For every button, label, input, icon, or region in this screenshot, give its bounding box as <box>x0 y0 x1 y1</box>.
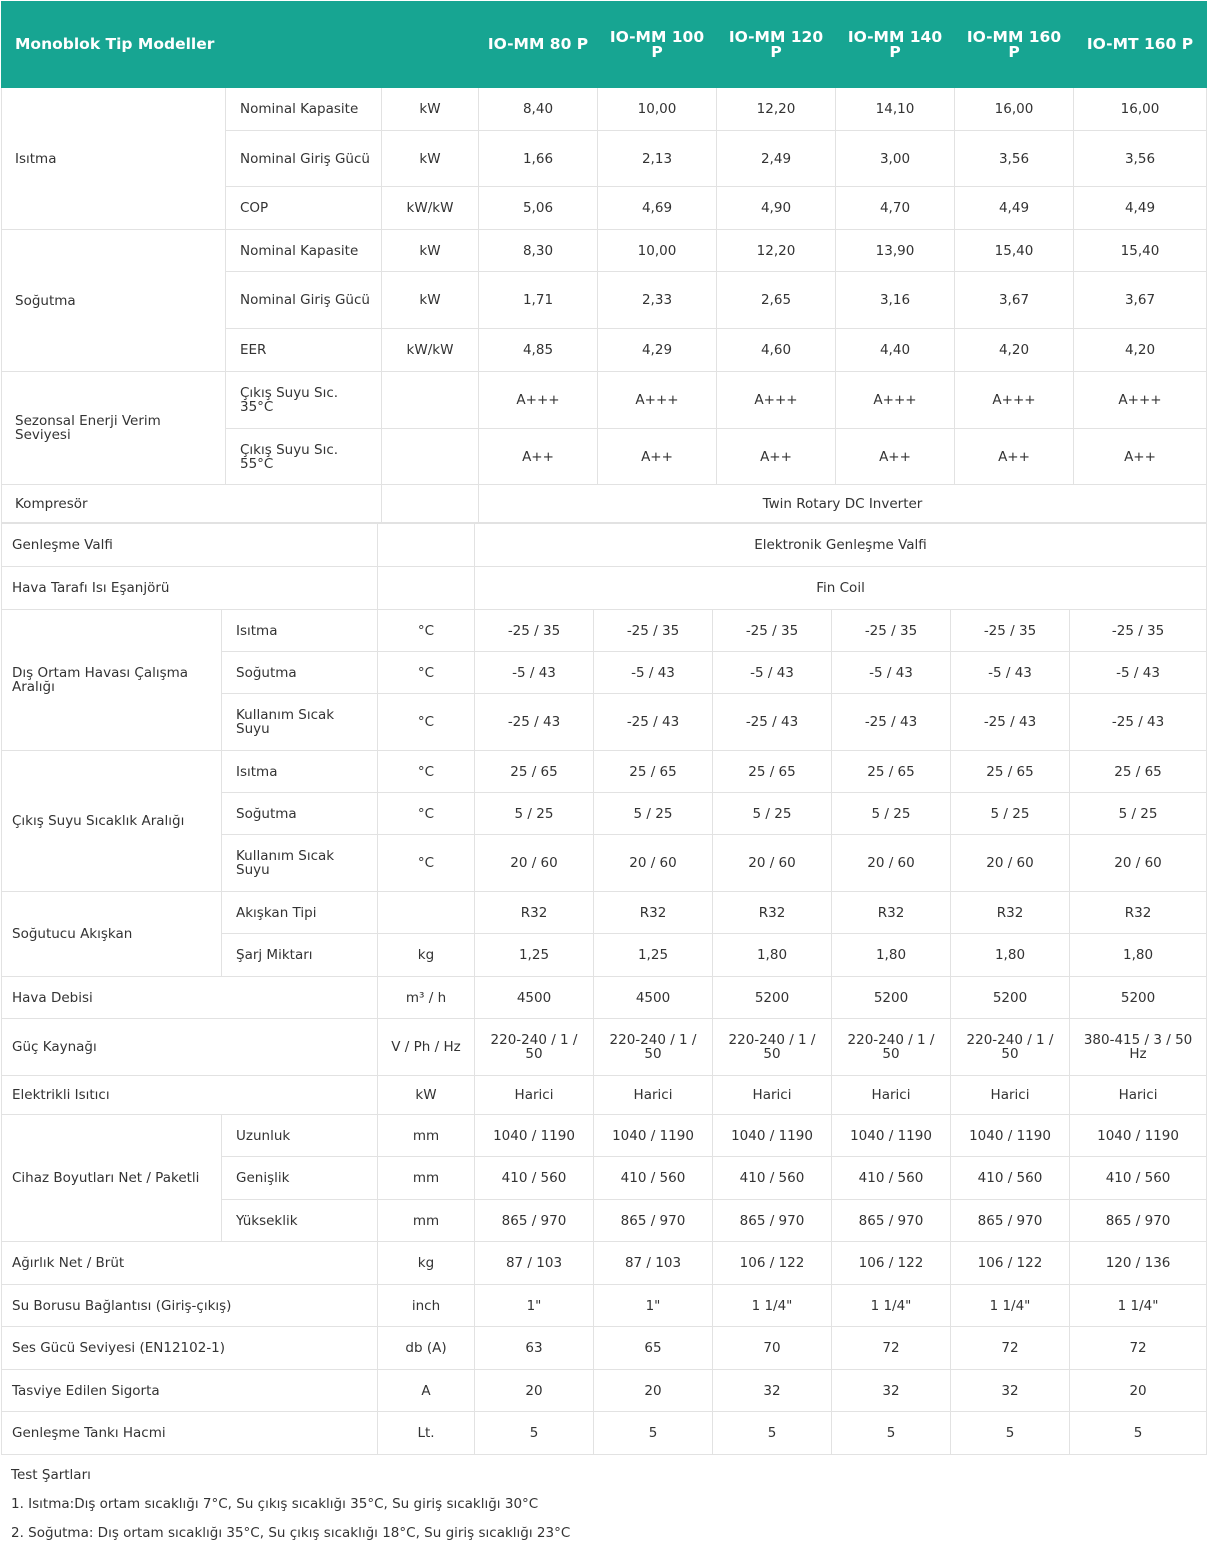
row-label: Yükseklik <box>222 1200 378 1242</box>
value-cell: 4,20 <box>955 329 1074 372</box>
table-row <box>2 1115 1207 1157</box>
merged-value-cell: Twin Rotary DC Inverter <box>479 485 1207 523</box>
value-cell: Harici <box>713 1076 832 1115</box>
test-conditions <box>11 1466 570 1553</box>
table-row <box>2 1285 1207 1327</box>
value-cell: 20 / 60 <box>713 835 832 892</box>
value-cell: 410 / 560 <box>713 1157 832 1200</box>
header-row <box>2 2 1207 88</box>
value-cell: 20 / 60 <box>832 835 951 892</box>
row-label: Soğutma <box>222 652 378 694</box>
value-cell: 106 / 122 <box>832 1242 951 1285</box>
value-cell: 4500 <box>594 977 713 1019</box>
value-cell: 16,00 <box>1074 88 1207 131</box>
value-cell: 20 / 60 <box>594 835 713 892</box>
value-cell: 1040 / 1190 <box>1070 1115 1207 1157</box>
row-label: Su Borusu Bağlantısı (Giriş-çıkış) <box>2 1285 378 1327</box>
value-cell: 120 / 136 <box>1070 1242 1207 1285</box>
row-label: Elektrikli Isıtıcı <box>2 1076 378 1115</box>
value-cell: 4,90 <box>717 187 836 230</box>
unit-cell <box>382 485 479 523</box>
value-cell: 63 <box>475 1327 594 1370</box>
value-cell: -5 / 43 <box>832 652 951 694</box>
value-cell: 25 / 65 <box>713 751 832 793</box>
value-cell: -25 / 43 <box>1070 694 1207 751</box>
value-cell: 32 <box>951 1370 1070 1412</box>
value-cell: 1,80 <box>713 934 832 977</box>
row-label: Ses Gücü Seviyesi (EN12102-1) <box>2 1327 378 1370</box>
row-label: Nominal Kapasite <box>226 230 382 272</box>
row-label: Kullanım Sıcak Suyu <box>222 694 378 751</box>
value-cell: 106 / 122 <box>713 1242 832 1285</box>
value-cell: 5 <box>1070 1412 1207 1455</box>
value-cell: R32 <box>713 892 832 934</box>
unit-cell: mm <box>378 1115 475 1157</box>
unit-cell: kW/kW <box>382 187 479 230</box>
value-cell: 15,40 <box>1074 230 1207 272</box>
table-row <box>2 372 1207 429</box>
row-label: Hava Tarafı Isı Eşanjörü <box>2 567 378 610</box>
test-conditions-title: Test Şartları <box>11 1467 91 1483</box>
row-label: Şarj Miktarı <box>222 934 378 977</box>
value-cell: 1 1/4" <box>951 1285 1070 1327</box>
value-cell: 3,67 <box>1074 272 1207 329</box>
value-cell: 865 / 970 <box>1070 1200 1207 1242</box>
row-label: Nominal Kapasite <box>226 88 382 131</box>
group-label: Dış Ortam Havası Çalışma Aralığı <box>2 610 222 751</box>
value-cell: 32 <box>713 1370 832 1412</box>
value-cell: 1,25 <box>475 934 594 977</box>
value-cell: 10,00 <box>598 88 717 131</box>
value-cell: 87 / 103 <box>594 1242 713 1285</box>
row-label: Genişlik <box>222 1157 378 1200</box>
value-cell: -5 / 43 <box>475 652 594 694</box>
value-cell: 1040 / 1190 <box>594 1115 713 1157</box>
table-row <box>2 610 1207 652</box>
value-cell: 32 <box>832 1370 951 1412</box>
unit-cell: kW/kW <box>382 329 479 372</box>
value-cell: 5 / 25 <box>832 793 951 835</box>
group-label: Cihaz Boyutları Net / Paketli <box>2 1115 222 1242</box>
table-row <box>2 485 1207 523</box>
unit-cell: db (A) <box>378 1327 475 1370</box>
value-cell: Harici <box>951 1076 1070 1115</box>
value-cell: 20 <box>594 1370 713 1412</box>
row-label: Uzunluk <box>222 1115 378 1157</box>
row-label: Genleşme Valfi <box>2 524 378 567</box>
test-condition-cooling: 2. Soğutma: Dış ortam sıcaklığı 35°C, Su çıkış sıcaklığı 18°C, Su giriş sıcaklığı 23°C <box>11 1525 571 1541</box>
group-label: Sezonsal Enerji Verim Seviyesi <box>2 372 226 485</box>
value-cell: Harici <box>832 1076 951 1115</box>
value-cell: -25 / 43 <box>832 694 951 751</box>
table-row <box>2 567 1207 610</box>
table-row <box>2 1412 1207 1455</box>
value-cell: R32 <box>594 892 713 934</box>
value-cell: 5200 <box>713 977 832 1019</box>
value-cell: R32 <box>475 892 594 934</box>
value-cell: 87 / 103 <box>475 1242 594 1285</box>
value-cell: A++ <box>955 429 1074 485</box>
value-cell: 1 1/4" <box>1070 1285 1207 1327</box>
table-row <box>2 1327 1207 1370</box>
value-cell: Harici <box>475 1076 594 1115</box>
value-cell: R32 <box>1070 892 1207 934</box>
value-cell: 2,65 <box>717 272 836 329</box>
value-cell: Harici <box>1070 1076 1207 1115</box>
value-cell: 8,40 <box>479 88 598 131</box>
value-cell: -5 / 43 <box>713 652 832 694</box>
value-cell: A++ <box>479 429 598 485</box>
value-cell: 1 1/4" <box>713 1285 832 1327</box>
value-cell: 25 / 65 <box>475 751 594 793</box>
value-cell: -25 / 35 <box>475 610 594 652</box>
model-header: IO-MT 160 P <box>1074 2 1207 88</box>
value-cell: 865 / 970 <box>594 1200 713 1242</box>
value-cell: 13,90 <box>836 230 955 272</box>
value-cell: 5 <box>475 1412 594 1455</box>
value-cell: 4500 <box>475 977 594 1019</box>
unit-cell: kW <box>382 88 479 131</box>
table-title: Monoblok Tip Modeller <box>2 2 479 88</box>
value-cell: -25 / 35 <box>1070 610 1207 652</box>
value-cell: -5 / 43 <box>1070 652 1207 694</box>
value-cell: 4,85 <box>479 329 598 372</box>
value-cell: 5 <box>713 1412 832 1455</box>
value-cell: 5 / 25 <box>1070 793 1207 835</box>
value-cell: 410 / 560 <box>594 1157 713 1200</box>
value-cell: 5 / 25 <box>475 793 594 835</box>
row-label: Kullanım Sıcak Suyu <box>222 835 378 892</box>
value-cell: 4,69 <box>598 187 717 230</box>
unit-cell <box>378 567 475 610</box>
group-label: Soğutucu Akışkan <box>2 892 222 977</box>
value-cell: 1,80 <box>1070 934 1207 977</box>
value-cell: -25 / 35 <box>594 610 713 652</box>
value-cell: 1" <box>475 1285 594 1327</box>
test-condition-heating: 1. Isıtma:Dış ortam sıcaklığı 7°C, Su çıkış sıcaklığı 35°C, Su giriş sıcaklığı 30°C <box>11 1496 539 1512</box>
unit-cell: V / Ph / Hz <box>378 1019 475 1076</box>
value-cell: 1,25 <box>594 934 713 977</box>
unit-cell <box>382 372 479 429</box>
row-label: COP <box>226 187 382 230</box>
value-cell: 2,49 <box>717 131 836 187</box>
value-cell: -25 / 35 <box>713 610 832 652</box>
value-cell: 4,29 <box>598 329 717 372</box>
value-cell: 16,00 <box>955 88 1074 131</box>
value-cell: 106 / 122 <box>951 1242 1070 1285</box>
table-row <box>2 751 1207 793</box>
model-header: IO-MM 80 P <box>479 2 598 88</box>
value-cell: 25 / 65 <box>832 751 951 793</box>
value-cell: 5200 <box>832 977 951 1019</box>
value-cell: 5 / 25 <box>951 793 1070 835</box>
value-cell: A++ <box>836 429 955 485</box>
spec-table-bottom <box>1 523 1207 1455</box>
value-cell: A+++ <box>1074 372 1207 429</box>
row-label: Nominal Giriş Gücü <box>226 272 382 329</box>
value-cell: 4,49 <box>955 187 1074 230</box>
unit-cell: °C <box>378 694 475 751</box>
value-cell: 2,13 <box>598 131 717 187</box>
group-label: Soğutma <box>2 230 226 372</box>
value-cell: 10,00 <box>598 230 717 272</box>
value-cell: 5 <box>594 1412 713 1455</box>
value-cell: 5 <box>951 1412 1070 1455</box>
value-cell: 12,20 <box>717 88 836 131</box>
row-label: Nominal Giriş Gücü <box>226 131 382 187</box>
value-cell: 8,30 <box>479 230 598 272</box>
merged-value-cell: Elektronik Genleşme Valfi <box>475 524 1207 567</box>
row-label: Ağırlık Net / Brüt <box>2 1242 378 1285</box>
value-cell: 3,16 <box>836 272 955 329</box>
spec-table-top <box>1 1 1207 523</box>
value-cell: -5 / 43 <box>951 652 1070 694</box>
model-header: IO-MM 140 P <box>836 2 955 88</box>
table-row <box>2 1076 1207 1115</box>
value-cell: 3,00 <box>836 131 955 187</box>
group-label: Çıkış Suyu Sıcaklık Aralığı <box>2 751 222 892</box>
value-cell: 15,40 <box>955 230 1074 272</box>
table-row <box>2 88 1207 131</box>
row-label: Hava Debisi <box>2 977 378 1019</box>
value-cell: 5200 <box>1070 977 1207 1019</box>
value-cell: 1,80 <box>832 934 951 977</box>
table-row <box>2 977 1207 1019</box>
unit-cell <box>382 429 479 485</box>
value-cell: 3,56 <box>1074 131 1207 187</box>
value-cell: 2,33 <box>598 272 717 329</box>
value-cell: -5 / 43 <box>594 652 713 694</box>
unit-cell: Lt. <box>378 1412 475 1455</box>
value-cell: 3,56 <box>955 131 1074 187</box>
value-cell: R32 <box>832 892 951 934</box>
unit-cell: A <box>378 1370 475 1412</box>
value-cell: 410 / 560 <box>832 1157 951 1200</box>
value-cell: 5 / 25 <box>594 793 713 835</box>
value-cell: R32 <box>951 892 1070 934</box>
unit-cell: inch <box>378 1285 475 1327</box>
value-cell: 5 <box>832 1412 951 1455</box>
value-cell: 25 / 65 <box>951 751 1070 793</box>
row-label: Genleşme Tankı Hacmi <box>2 1412 378 1455</box>
unit-cell: mm <box>378 1157 475 1200</box>
row-label: Tasviye Edilen Sigorta <box>2 1370 378 1412</box>
value-cell: -25 / 35 <box>832 610 951 652</box>
value-cell: Harici <box>594 1076 713 1115</box>
value-cell: A++ <box>598 429 717 485</box>
model-header: IO-MM 120 P <box>717 2 836 88</box>
value-cell: 20 <box>475 1370 594 1412</box>
value-cell: A+++ <box>836 372 955 429</box>
unit-cell: kW <box>382 272 479 329</box>
row-label: Isıtma <box>222 610 378 652</box>
value-cell: 865 / 970 <box>475 1200 594 1242</box>
table-row <box>2 1370 1207 1412</box>
value-cell: 20 / 60 <box>1070 835 1207 892</box>
value-cell: 865 / 970 <box>713 1200 832 1242</box>
value-cell: 3,67 <box>955 272 1074 329</box>
table-row <box>2 892 1207 934</box>
unit-cell: kg <box>378 1242 475 1285</box>
value-cell: 220-240 / 1 / 50 <box>713 1019 832 1076</box>
value-cell: -25 / 35 <box>951 610 1070 652</box>
value-cell: -25 / 43 <box>475 694 594 751</box>
value-cell: 410 / 560 <box>1070 1157 1207 1200</box>
value-cell: 220-240 / 1 / 50 <box>475 1019 594 1076</box>
row-label: Çıkış Suyu Sıc. 55°C <box>226 429 382 485</box>
unit-cell <box>378 892 475 934</box>
value-cell: 25 / 65 <box>594 751 713 793</box>
unit-cell: kW <box>382 131 479 187</box>
value-cell: 410 / 560 <box>951 1157 1070 1200</box>
value-cell: 1" <box>594 1285 713 1327</box>
unit-cell: kW <box>378 1076 475 1115</box>
table-row <box>2 230 1207 272</box>
value-cell: 1 1/4" <box>832 1285 951 1327</box>
value-cell: 4,20 <box>1074 329 1207 372</box>
value-cell: 4,60 <box>717 329 836 372</box>
value-cell: A+++ <box>598 372 717 429</box>
value-cell: 380-415 / 3 / 50 Hz <box>1070 1019 1207 1076</box>
value-cell: 1040 / 1190 <box>832 1115 951 1157</box>
value-cell: 220-240 / 1 / 50 <box>594 1019 713 1076</box>
row-label: Isıtma <box>222 751 378 793</box>
unit-cell <box>378 524 475 567</box>
value-cell: 1,71 <box>479 272 598 329</box>
value-cell: A+++ <box>955 372 1074 429</box>
table-row <box>2 1019 1207 1076</box>
value-cell: 65 <box>594 1327 713 1370</box>
row-label: Çıkış Suyu Sıc. 35°C <box>226 372 382 429</box>
unit-cell: kg <box>378 934 475 977</box>
value-cell: 25 / 65 <box>1070 751 1207 793</box>
value-cell: 1040 / 1190 <box>951 1115 1070 1157</box>
model-header: IO-MM 160 P <box>955 2 1074 88</box>
value-cell: 1,66 <box>479 131 598 187</box>
value-cell: 70 <box>713 1327 832 1370</box>
value-cell: 410 / 560 <box>475 1157 594 1200</box>
value-cell: 5 / 25 <box>713 793 832 835</box>
unit-cell: °C <box>378 610 475 652</box>
value-cell: 5,06 <box>479 187 598 230</box>
unit-cell: °C <box>378 652 475 694</box>
value-cell: A+++ <box>479 372 598 429</box>
unit-cell: m³ / h <box>378 977 475 1019</box>
model-header: IO-MM 100 P <box>598 2 717 88</box>
value-cell: A++ <box>1074 429 1207 485</box>
value-cell: 1040 / 1190 <box>713 1115 832 1157</box>
value-cell: 1,80 <box>951 934 1070 977</box>
row-label: Güç Kaynağı <box>2 1019 378 1076</box>
value-cell: -25 / 43 <box>713 694 832 751</box>
unit-cell: °C <box>378 751 475 793</box>
table-row <box>2 1242 1207 1285</box>
value-cell: 4,70 <box>836 187 955 230</box>
value-cell: 20 / 60 <box>951 835 1070 892</box>
value-cell: 865 / 970 <box>951 1200 1070 1242</box>
value-cell: 5200 <box>951 977 1070 1019</box>
value-cell: 12,20 <box>717 230 836 272</box>
value-cell: 4,49 <box>1074 187 1207 230</box>
unit-cell: °C <box>378 793 475 835</box>
value-cell: 220-240 / 1 / 50 <box>832 1019 951 1076</box>
row-label: Kompresör <box>2 485 382 523</box>
merged-value-cell: Fin Coil <box>475 567 1207 610</box>
value-cell: 20 / 60 <box>475 835 594 892</box>
row-label: EER <box>226 329 382 372</box>
unit-cell: mm <box>378 1200 475 1242</box>
value-cell: -25 / 43 <box>594 694 713 751</box>
value-cell: 72 <box>832 1327 951 1370</box>
value-cell: A+++ <box>717 372 836 429</box>
table-row <box>2 524 1207 567</box>
value-cell: A++ <box>717 429 836 485</box>
value-cell: 220-240 / 1 / 50 <box>951 1019 1070 1076</box>
value-cell: 865 / 970 <box>832 1200 951 1242</box>
group-label: Isıtma <box>2 88 226 230</box>
row-label: Akışkan Tipi <box>222 892 378 934</box>
value-cell: 20 <box>1070 1370 1207 1412</box>
unit-cell: °C <box>378 835 475 892</box>
value-cell: 14,10 <box>836 88 955 131</box>
value-cell: 4,40 <box>836 329 955 372</box>
value-cell: -25 / 43 <box>951 694 1070 751</box>
value-cell: 72 <box>951 1327 1070 1370</box>
unit-cell: kW <box>382 230 479 272</box>
value-cell: 72 <box>1070 1327 1207 1370</box>
row-label: Soğutma <box>222 793 378 835</box>
value-cell: 1040 / 1190 <box>475 1115 594 1157</box>
